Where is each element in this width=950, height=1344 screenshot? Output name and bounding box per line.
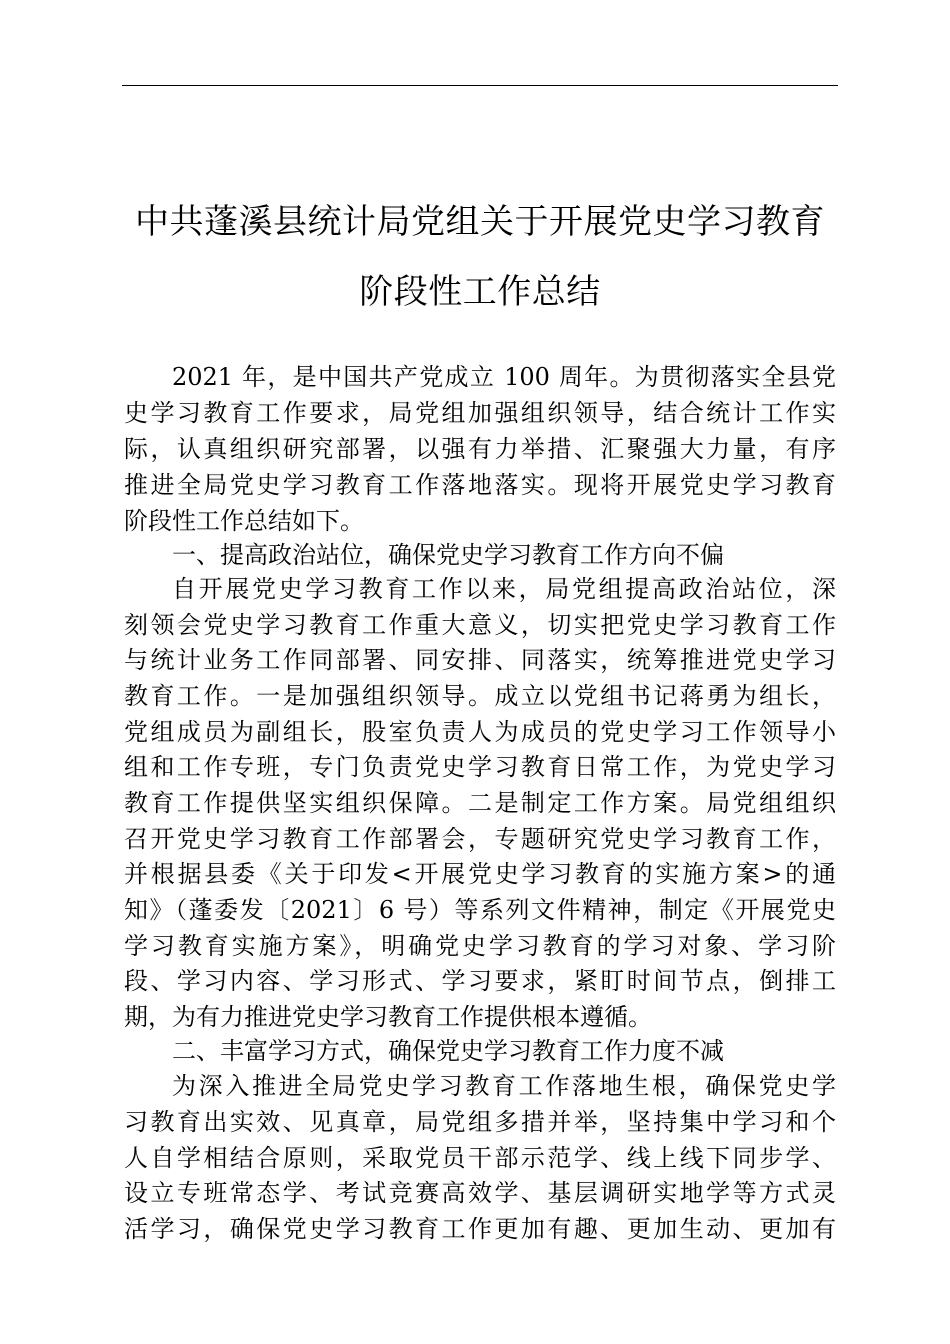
section-1-line: 教育工作提供坚实组织保障。二是制定工作方案。局党组组织 xyxy=(124,789,836,817)
section-2-line: 为深入推进全局党史学习教育工作落地生根，确保党史学 xyxy=(172,1072,836,1100)
section-heading-2: 二、丰富学习方式，确保党史学习教育工作力度不减 xyxy=(172,1037,724,1065)
intro-line: 2021 年，是中国共产党成立 100 周年。为贯彻落实全县党 xyxy=(172,363,836,391)
section-1-line: 教育工作。一是加强组织领导。成立以党组书记蒋勇为组长， xyxy=(124,682,836,710)
document-title-line-1: 中共蓬溪县统计局党组关于开展党史学习教育 xyxy=(135,202,825,242)
section-1-line: 并根据县委《关于印发<开展党史学习教育的实施方案>的通 xyxy=(124,860,836,888)
section-2-line: 活学习，确保党史学习教育工作更加有趣、更加生动、更加有 xyxy=(124,1215,836,1243)
section-2-line: 设立专班常态学、考试竞赛高效学、基层调研实地学等方式灵 xyxy=(124,1179,836,1207)
section-heading-1: 一、提高政治站位，确保党史学习教育工作方向不偏 xyxy=(172,541,724,569)
section-1-line: 段、学习内容、学习形式、学习要求，紧盯时间节点，倒排工 xyxy=(124,967,836,995)
section-1-line: 召开党史学习教育工作部署会，专题研究党史学习教育工作， xyxy=(124,825,836,853)
intro-line: 阶段性工作总结如下。 xyxy=(124,507,364,535)
section-1-line: 学习教育实施方案》，明确党史学习教育的学习对象、学习阶 xyxy=(124,932,836,960)
intro-line: 史学习教育工作要求，局党组加强组织领导，结合统计工作实 xyxy=(124,399,836,427)
section-2-line: 习教育出实效、见真章，局党组多措并举，坚持集中学习和个 xyxy=(124,1108,836,1136)
section-1-line: 党组成员为副组长，股室负责人为成员的党史学习工作领导小 xyxy=(124,718,836,746)
document-title-line-2: 阶段性工作总结 xyxy=(359,272,601,312)
section-1-line: 刻领会党史学习教育工作重大意义，切实把党史学习教育工作 xyxy=(124,611,836,639)
section-1-line: 组和工作专班，专门负责党史学习教育日常工作，为党史学习 xyxy=(124,753,836,781)
section-1-line: 期，为有力推进党史学习教育工作提供根本遵循。 xyxy=(124,1003,652,1031)
header-rule xyxy=(122,85,838,86)
section-1-line: 知》（蓬委发〔2021〕6 号）等系列文件精神，制定《开展党史 xyxy=(124,896,836,924)
section-2-line: 人自学相结合原则，采取党员干部示范学、线上线下同步学、 xyxy=(124,1144,836,1172)
intro-line: 际，认真组织研究部署，以强有力举措、汇聚强大力量，有序 xyxy=(124,435,836,463)
section-1-line: 自开展党史学习教育工作以来，局党组提高政治站位，深 xyxy=(172,575,836,603)
section-1-line: 与统计业务工作同部署、同安排、同落实，统筹推进党史学习 xyxy=(124,646,836,674)
intro-line: 推进全局党史学习教育工作落地落实。现将开展党史学习教育 xyxy=(124,471,836,499)
